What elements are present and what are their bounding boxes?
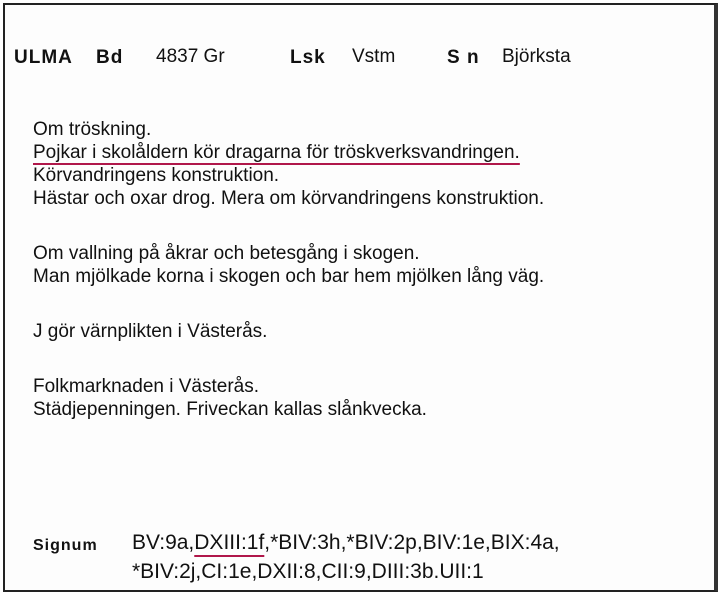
signum-underlined-code: DXIII:1f [194, 531, 265, 554]
ulma-label: ULMA [14, 47, 73, 68]
text-line: Hästar och oxar drog. Mera om körvandringens konstruktion. [33, 188, 545, 209]
text-line: Om tröskning. [33, 119, 152, 140]
paragraph-grazing [33, 242, 683, 288]
bd-label: Bd [96, 47, 124, 68]
paragraph-military [33, 320, 683, 343]
text-line: J gör värnplikten i Västerås. [33, 321, 268, 342]
text-line: Städjepenningen. Friveckan kallas slånkvecka. [33, 399, 427, 420]
paragraph-market [33, 375, 683, 421]
paragraph-threshing [33, 118, 683, 210]
signum-label: Signum [33, 537, 98, 554]
card-body [33, 118, 683, 453]
text-line-underlined: Pojkar i skolåldern kör dragarna för tröskverksvandringen. [33, 142, 520, 163]
text-line: Om vallning på åkrar och betesgång i skogen. [33, 243, 420, 264]
text-line: Körvandringens konstruktion. [33, 165, 280, 186]
lsk-value: Vstm [352, 46, 396, 67]
bd-value: 4837 Gr [156, 46, 225, 67]
lsk-label: Lsk [290, 47, 326, 68]
signum-line-1: BV:9a,DXIII:1f,*BIV:3h,*BIV:2p,BIV:1e,BIX:4a, [132, 531, 560, 554]
signum-line-2: *BIV:2j,CI:1e,DXII:8,CII:9,DIII:3b.UII:1 [132, 560, 484, 583]
sn-value: Björksta [502, 46, 571, 67]
sn-label: S n [447, 47, 480, 68]
signum-codes [132, 528, 560, 586]
text-line: Man mjölkade korna i skogen och bar hem mjölken lång väg. [33, 266, 545, 287]
text-line: Folkmarknaden i Västerås. [33, 376, 259, 397]
